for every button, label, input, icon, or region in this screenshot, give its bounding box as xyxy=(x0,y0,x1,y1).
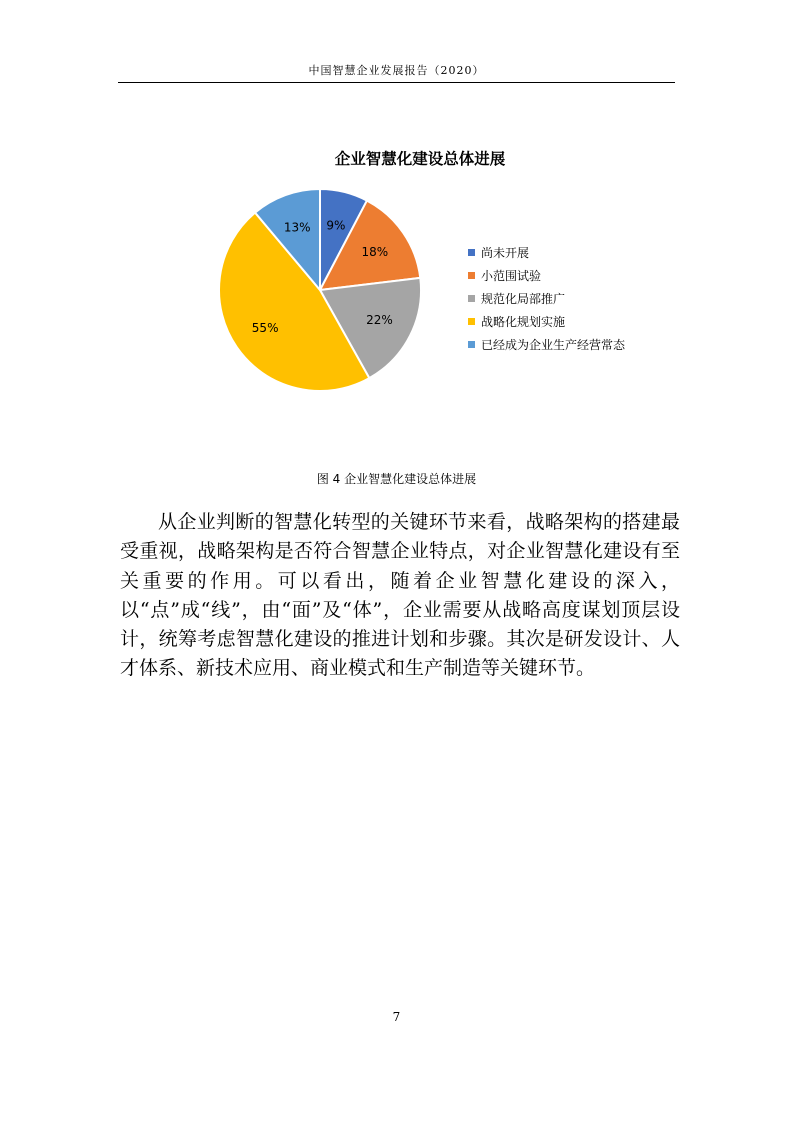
chart-legend xyxy=(468,241,625,356)
slice-label: 55% xyxy=(251,320,279,335)
chart-title: 企业智慧化建设总体进展 xyxy=(334,150,506,168)
legend-item xyxy=(468,287,625,310)
legend-swatch xyxy=(468,272,475,279)
legend-label: 小范围试验 xyxy=(481,269,542,283)
slice-label: 18% xyxy=(361,245,389,260)
body-paragraph: 从企业判断的智慧化转型的关键环节来看，战略架构的搭建最受重视，战略架构是否符合智慧企业特点，对企业智慧化建设有至关重要的作用。可以看出，随着企业智慧化建设的深入，以“点”成“线”，由“面”及“体”，企业需要从战略高度谋划顶层设计，统筹考虑智慧化建设的推进计划和步骤。其次是研发设计、人才体系、新技术应用、商业模式和生产制造等关键环节。 xyxy=(120,511,680,680)
legend-label: 已经成为企业生产经营常态 xyxy=(481,338,626,352)
legend-item xyxy=(468,333,625,356)
legend-swatch xyxy=(468,318,475,325)
slice-label: 9% xyxy=(326,218,346,233)
legend-label: 规范化局部推广 xyxy=(481,292,566,306)
legend-label: 尚未开展 xyxy=(481,246,530,260)
page-number: 7 xyxy=(392,1010,401,1024)
legend-swatch xyxy=(468,295,475,302)
legend-item xyxy=(468,310,625,333)
slice-label: 22% xyxy=(366,313,393,328)
legend-label: 战略化规划实施 xyxy=(481,315,566,329)
running-header: 中国智慧企业发展报告（2020） xyxy=(308,64,485,77)
figure-caption: 图 4 企业智慧化建设总体进展 xyxy=(316,472,477,486)
header-rule xyxy=(118,82,675,83)
legend-swatch xyxy=(468,249,475,256)
legend-swatch xyxy=(468,341,475,348)
legend-item xyxy=(468,241,625,264)
pie-chart xyxy=(210,180,430,400)
legend-item xyxy=(468,264,625,287)
slice-label: 13% xyxy=(283,220,311,235)
